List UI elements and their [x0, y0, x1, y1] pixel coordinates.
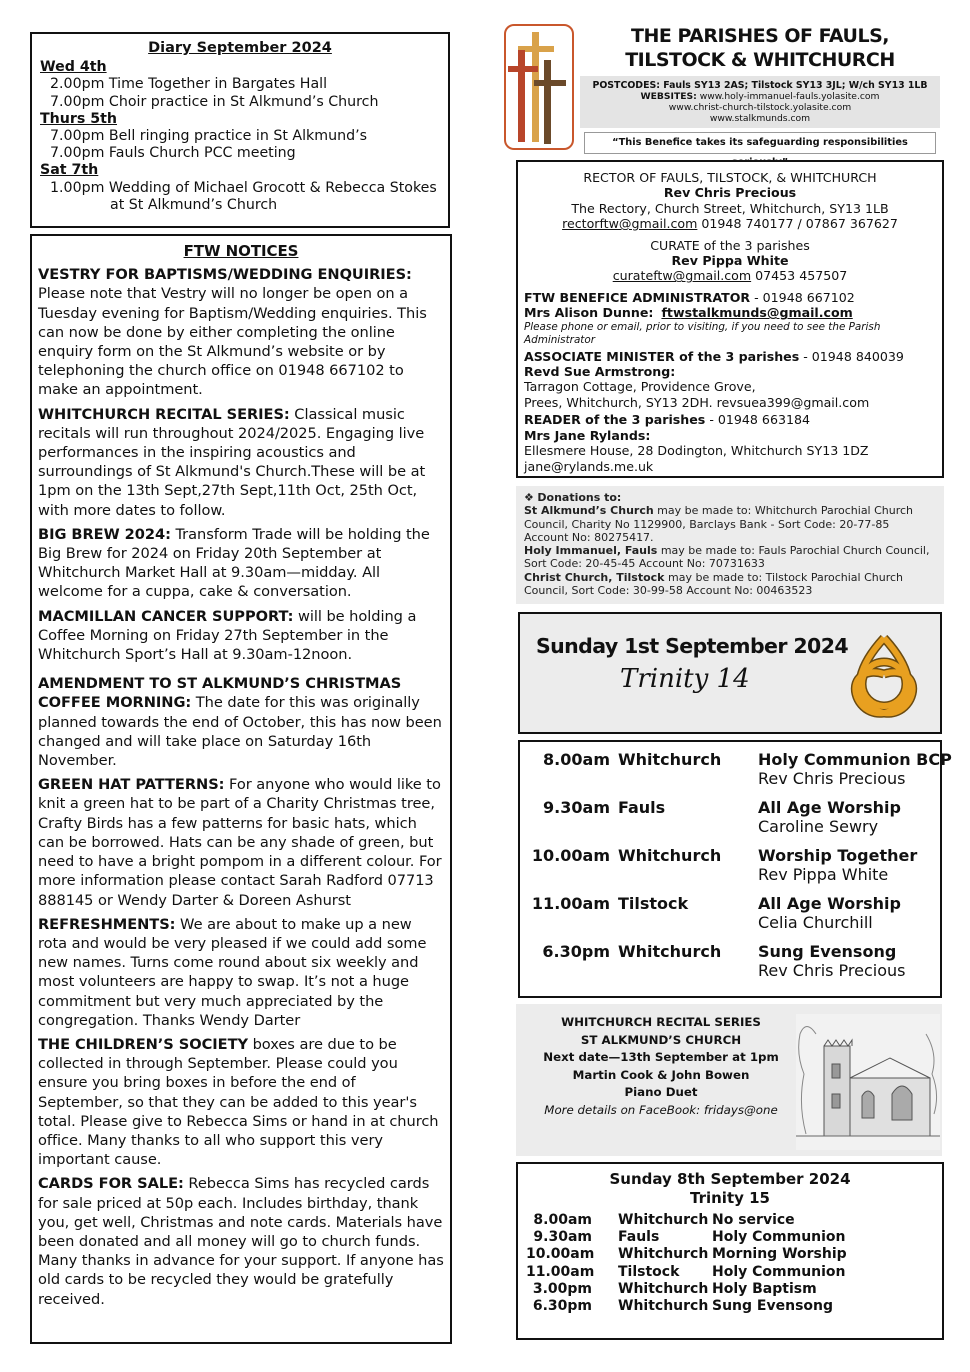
notice-item: [38, 1035, 444, 1169]
reader-email[interactable]: jane@rylands.me.uk: [524, 458, 654, 474]
service-time: 6.30pm: [532, 1297, 592, 1314]
notice-text: The date for this was originally planned towards the end of October, this has now been changed and will take place on Saturday 16th November.: [38, 694, 442, 770]
assoc-phone: - 01948 840039: [799, 348, 904, 364]
donation-church: Holy Immanuel, Fauls: [524, 544, 658, 558]
service-place: Tilstock: [618, 1263, 680, 1280]
admin-name: Mrs Alison Dunne:: [524, 305, 654, 321]
donation-item: [524, 571, 936, 598]
sunday-1-date: Sunday 1st September 2024: [536, 634, 849, 658]
notice-heading: REFRESHMENTS:: [38, 915, 176, 933]
rector-email[interactable]: rectorftw@gmail.com: [562, 216, 698, 232]
notice-text: will be holding a Coffee Morning on Friday 27th September in the Whitchurch Sport’s Hall at 9.30am-12noon.: [38, 607, 417, 664]
service-place: Fauls: [618, 798, 666, 817]
service-place: Whitchurch: [618, 750, 722, 769]
service-row: [520, 798, 940, 846]
service-row: [518, 1298, 942, 1315]
website-link[interactable]: www.holy-immanuel-fauls.yolasite.com: [699, 91, 880, 102]
service-row: [520, 750, 952, 798]
recital-panel: [516, 1004, 942, 1156]
service-name: Worship Together: [758, 846, 918, 865]
reader-line: [524, 412, 936, 427]
sunday-8-date: Sunday 8th September 2024: [609, 1170, 851, 1188]
rector-address: The Rectory, Church Street, Whitchurch, SY13 1LB: [571, 200, 889, 216]
sunday-8-trinity: Trinity 15: [690, 1189, 770, 1207]
reader-phone: - 01948 663184: [705, 412, 811, 428]
diary-event: 1.00pm Wedding of Michael Grocott & Rebecca Stokes: [50, 179, 437, 196]
notice-item: [38, 525, 444, 602]
service-time: 9.30am: [543, 798, 610, 817]
notice-text: We are about to make up a new rota and would be very pleased if we could add some new names. Turns come round about six weekly and most volunteers are happy to swap. It’s not a huge commitment but very much appreciated by the congregation. Thanks Wendy Darter: [38, 915, 427, 1029]
website-link[interactable]: www.stalkmunds.com: [709, 113, 811, 124]
service-place: Whitchurch: [618, 1212, 709, 1228]
reader-address: Ellesmere House, 28 Dodington, Whitchurch SY13 1DZ: [524, 443, 869, 459]
donation-church: St Alkmund’s Church: [524, 504, 654, 518]
service-row: [520, 846, 940, 894]
websites: [586, 91, 934, 102]
service-time: 8.00am: [543, 750, 610, 769]
service-place: Fauls: [618, 1229, 660, 1246]
assoc-address: Tarragon Cottage, Providence Grove,: [524, 379, 756, 395]
diary-title: Diary September 2024: [148, 40, 332, 56]
service-name: Holy Baptism: [712, 1280, 817, 1297]
service-place: Whitchurch: [618, 1280, 709, 1297]
recital-line: ST ALKMUND’S CHURCH: [580, 1032, 742, 1047]
diary-event: 7.00pm Fauls Church PCC meeting: [50, 145, 296, 162]
notices-box: [30, 234, 452, 1344]
service-name: Holy Communion: [712, 1263, 846, 1280]
curate-phone: 07453 457507: [751, 268, 848, 284]
service-place: Tilstock: [618, 894, 689, 913]
service-name: Sung Evensong: [758, 942, 897, 961]
service-leader: Celia Churchill: [758, 913, 873, 932]
rector-contact: [524, 216, 936, 231]
notices-title: FTW NOTICES: [183, 242, 299, 260]
admin-contact: [524, 305, 936, 320]
admin-email[interactable]: ftwstalkmunds@gmail.com: [661, 305, 853, 321]
curate-role: CURATE of the 3 parishes: [650, 237, 810, 253]
websites-label: WEBSITES:: [640, 91, 697, 102]
notice-item: [38, 915, 444, 1030]
diary-event: 2.00pm Time Together in Bargates Hall: [50, 76, 328, 93]
donation-item: [524, 544, 936, 571]
assoc-name: Revd Sue Armstrong:: [524, 364, 676, 380]
reader-role: READER of the 3 parishes: [524, 412, 706, 428]
service-name: No service: [712, 1212, 795, 1228]
service-time: 10.00am: [526, 1246, 595, 1263]
triquetra-icon: [838, 630, 930, 720]
sunday-1-trinity: Trinity 14: [620, 664, 750, 694]
notice-text: Rebecca Sims has recycled cards for sale priced at 50p each. Includes birthday, thank you, get well, Christmas and note cards. Materials have been donated and all money will go to church funds. Many thanks in advance for your support. If anyone has old cards to be recycled they would be gratefully received.: [38, 1175, 444, 1308]
notice-heading: WHITCHURCH RECITAL SERIES:: [38, 405, 290, 423]
sunday-1-services: [518, 740, 952, 998]
service-time: 6.30pm: [542, 942, 610, 961]
curate-email[interactable]: curateftw@gmail.com: [612, 268, 752, 284]
recital-line: Martin Cook & John Bowen: [572, 1067, 750, 1082]
service-time: 11.00am: [526, 1263, 595, 1280]
notice-item: [38, 775, 444, 909]
notice-text: For anyone who would like to knit a green hat to be part of a Charity Christmas tree, Crafty Birds has a few patterns for basic hats, which can be borrowed. Hats can be any shade of green, but need to have a bright pompom in a different colour. For more information please contact Sarah Radford 07713 888145 or Wendy Darter & Doreen Ashurst: [38, 776, 442, 909]
notice-item: [38, 607, 444, 665]
curate-name: Rev Pippa White: [671, 253, 789, 269]
notice-text: boxes are due to be collected in through September. Please could you ensure you bring boxes in before the end of September, so that they can be added to this year's total. Please give to Rebecca Sims or hand in at church office. Many thanks to all who support this very important cause.: [38, 1035, 439, 1169]
parish-title-line: THE PARISHES OF FAULS,: [630, 25, 889, 47]
notice-text: Classical music recitals will run throughout 2024/2025. Engaging live performances in the inspiring acoustics and surroundings of St Alkmund's Church.These will be at 1pm on the 13th Sept,27th Sept,11th Oct, 25th Oct, with more dates to follow.: [38, 405, 426, 519]
recital-line: Next date—13th September at 1pm: [543, 1050, 779, 1065]
service-row: [518, 1264, 942, 1281]
church-drawing: [796, 1014, 940, 1150]
three-crosses-icon: [504, 24, 574, 150]
notice-heading: MACMILLAN CANCER SUPPORT:: [38, 607, 294, 625]
diary-day: Wed 4th: [40, 59, 107, 76]
notice-item: [38, 674, 444, 770]
notice-heading: THE CHILDREN’S SOCIETY: [38, 1035, 248, 1053]
notice-heading: AMENDMENT TO ST ALKMUND’S CHRISTMAS COFFEE MORNING:: [38, 675, 402, 712]
notice-item: [38, 265, 444, 399]
recital-line: Piano Duet: [624, 1085, 698, 1100]
assoc-role: ASSOCIATE MINISTER of the 3 parishes: [524, 348, 800, 364]
service-row: [518, 1212, 942, 1229]
assoc-address: Prees, Whitchurch, SY13 2DH. revsuea399@gmail.com: [524, 394, 870, 410]
sunday-8-box: [516, 1162, 944, 1340]
diary-day: Thurs 5th: [40, 110, 118, 127]
notice-heading: CARDS FOR SALE:: [38, 1175, 184, 1193]
notice-item: [38, 405, 444, 520]
service-place: Whitchurch: [618, 942, 722, 961]
notice-heading: VESTRY FOR BAPTISMS/WEDDING ENQUIRIES:: [38, 266, 412, 284]
service-leader: Caroline Sewry: [758, 817, 879, 836]
admin-note: Please phone or email, prior to visiting, if you need to see the Parish Administrator: [524, 320, 881, 346]
service-name: All Age Worship: [758, 894, 901, 913]
service-name: Holy Communion BCP: [758, 750, 952, 769]
diary-event: 7.00pm Choir practice in St Alkmund’s Church: [50, 93, 379, 110]
header-info: [580, 76, 940, 128]
service-row: [518, 1229, 942, 1246]
donation-text: may be made to: Fauls Parochial Church Council, Sort Code: 20-45-45 Account No: 70731633: [524, 544, 930, 571]
donations-title: Donations to:: [537, 491, 622, 504]
service-place: Whitchurch: [618, 1246, 709, 1263]
clergy-contacts-box: [516, 160, 944, 478]
recital-text: [516, 1014, 806, 1120]
recital-line: More details on FaceBook: fridays@one: [544, 1102, 778, 1117]
curate-contact: [524, 268, 936, 283]
service-leader: Rev Pippa White: [758, 865, 889, 884]
admin-line: [524, 290, 936, 305]
sunday-1-banner: [518, 612, 942, 734]
service-row: [518, 1281, 942, 1298]
notice-item: [38, 1174, 444, 1308]
notice-heading: GREEN HAT PATTERNS:: [38, 776, 225, 794]
service-place: Whitchurch: [618, 1297, 709, 1314]
rector-role: RECTOR OF FAULS, TILSTOCK, & WHITCHURCH: [583, 170, 877, 185]
service-name: Holy Communion: [712, 1229, 846, 1246]
service-time: 3.00pm: [532, 1280, 592, 1297]
donations-title-row: [524, 491, 936, 504]
recital-line: WHITCHURCH RECITAL SERIES: [561, 1015, 761, 1029]
service-place: Whitchurch: [618, 846, 722, 865]
service-time: 11.00am: [531, 894, 610, 913]
diary-event: 7.00pm Bell ringing practice in St Alkmund’s: [50, 128, 367, 145]
service-time: 8.00am: [533, 1212, 592, 1228]
notice-text: Transform Trade will be holding the Big Brew for 2024 on Friday 20th September at Whitchurch Market Hall at 9.30am—midday. All welcome for a cuppa, cake & conversation.: [38, 525, 430, 601]
donation-text: may be made to: Whitchurch Parochial Church Council, Charity No 1129900, Barclays Bank - Sort Code: 20-77-85 Account No: 80275417.: [524, 504, 914, 544]
service-time: 9.30am: [533, 1229, 592, 1246]
notice-heading: BIG BREW 2024:: [38, 525, 171, 543]
service-leader: Rev Chris Precious: [758, 961, 906, 980]
admin-role: FTW BENEFICE ADMINISTRATOR: [524, 289, 751, 305]
donation-text: may be made to: Tilstock Parochial Church Council, Sort Code: 30-99-58 Account No: 00463523: [524, 570, 904, 598]
reader-name: Mrs Jane Rylands:: [524, 427, 651, 443]
notice-text: Please note that Vestry will no longer be open on a Tuesday evening for Baptism/Wedding enquiries. This can now be done by either completing the online enquiry form on the St Alkmund’s website or by telephoning the church office on 01948 667102 to make an appointment.: [38, 285, 427, 399]
admin-phone: - 01948 667102: [750, 289, 855, 305]
service-row: [520, 894, 940, 942]
diary-event-continuation: at St Alkmund’s Church: [110, 196, 278, 213]
donations-panel: [516, 486, 944, 604]
safeguarding-statement: “This Benefice takes its safeguarding responsibilities: [584, 132, 936, 154]
service-row: [518, 1246, 942, 1263]
donation-item: [524, 504, 936, 544]
rector-phones: 01948 740177 / 07867 367627: [697, 216, 898, 232]
parish-title-line: TILSTOCK & WHITCHURCH: [625, 49, 895, 71]
donation-church: Christ Church, Tilstock: [524, 570, 665, 584]
service-row: [520, 942, 940, 990]
service-leader: Rev Chris Precious: [758, 769, 906, 788]
service-name: Morning Worship: [712, 1246, 847, 1263]
parish-title: [580, 24, 940, 72]
postcodes: POSTCODES: Fauls SY13 2AS; Tilstock SY13 3JL; W/ch SY13 1LB: [592, 80, 928, 91]
website-link[interactable]: www.christ-church-tilstock.yolasite.com: [668, 102, 852, 113]
service-name: Sung Evensong: [712, 1297, 834, 1314]
diary-box: [30, 32, 450, 228]
service-name: All Age Worship: [758, 798, 901, 817]
diary-day: Sat 7th: [40, 162, 99, 179]
rector-name: Rev Chris Precious: [663, 185, 797, 201]
service-time: 10.00am: [531, 846, 610, 865]
assoc-line: [524, 349, 936, 364]
diamond-bullet-icon: ❖: [524, 491, 534, 504]
